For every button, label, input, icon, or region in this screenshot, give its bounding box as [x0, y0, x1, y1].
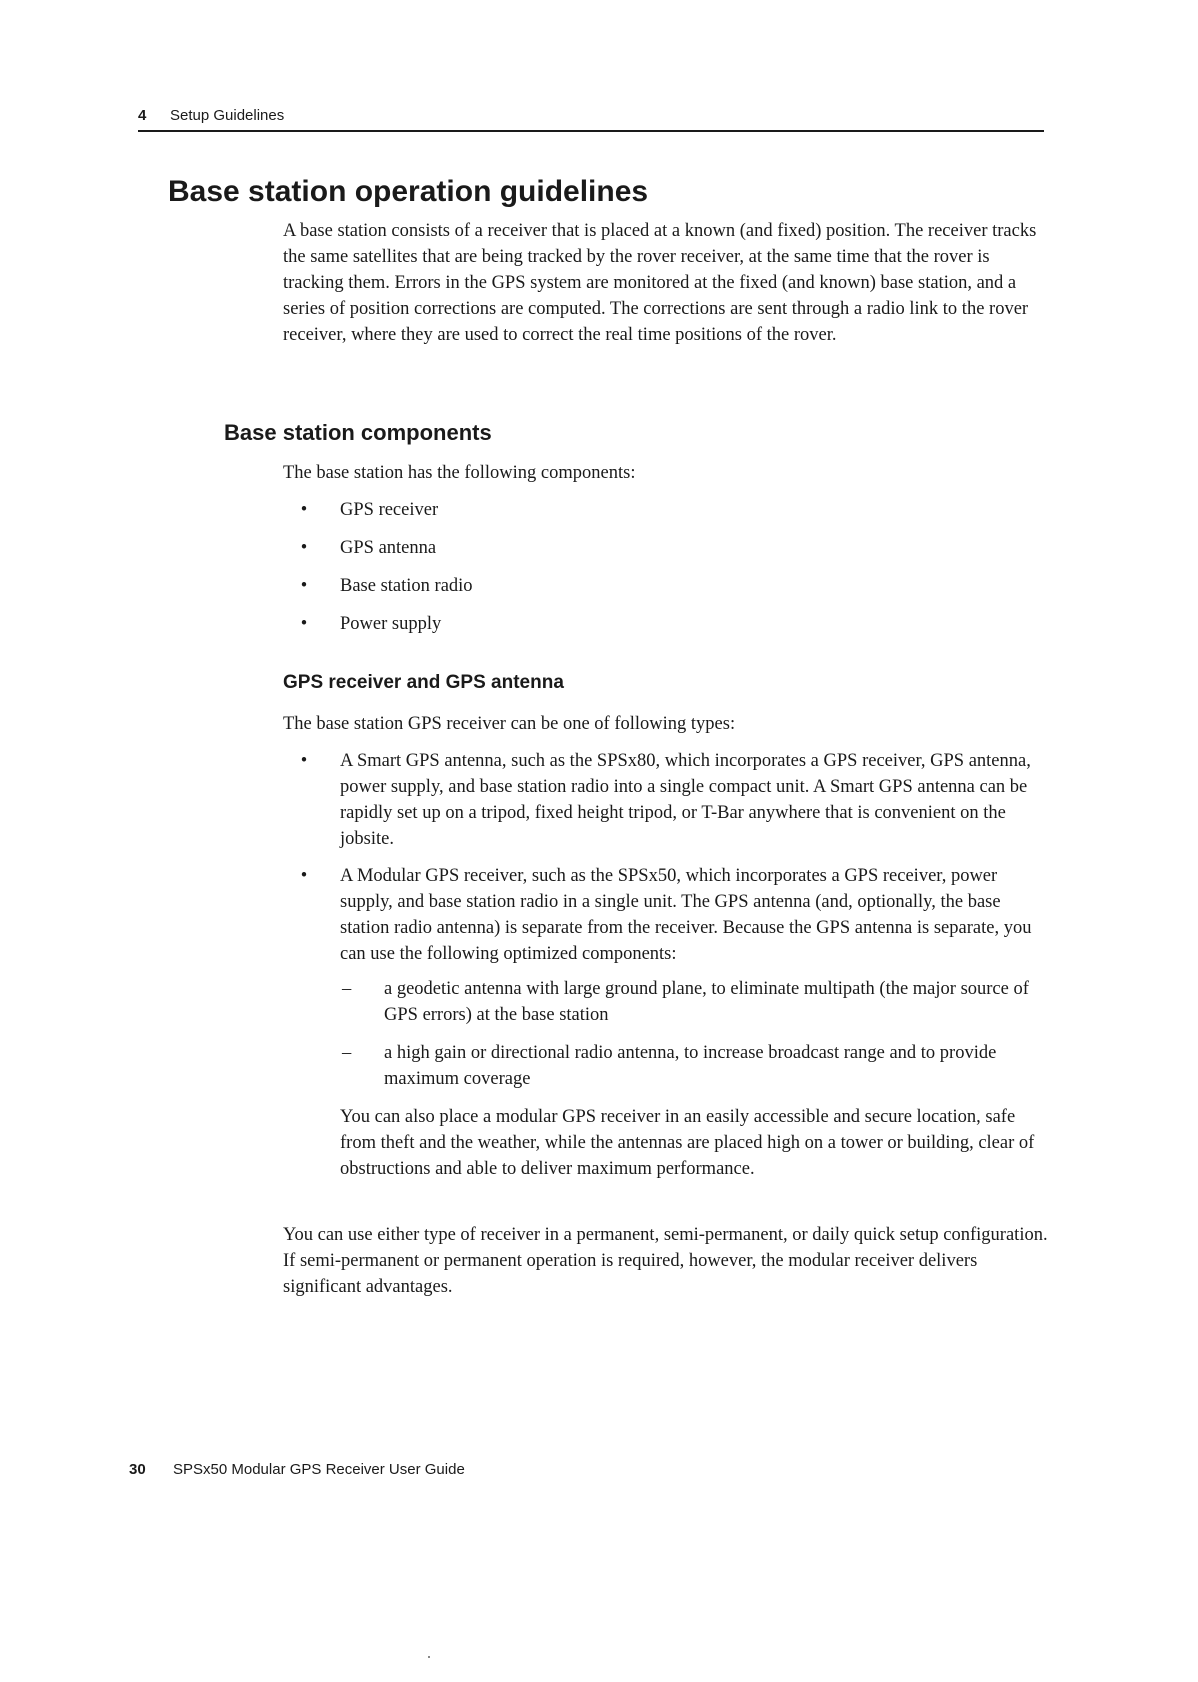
chapter-number: 4 — [138, 107, 147, 124]
running-header — [138, 106, 1044, 132]
closing-paragraph: You can use either type of receiver in a permanent, semi-permanent, or daily quick setup configuration. If semi-permanent or permanent operation is required, however, the modular receiver delivers significant advantages. — [283, 1225, 1048, 1297]
list-item — [283, 535, 1053, 561]
components-heading: Base station components — [224, 420, 492, 445]
bullet-icon: • — [300, 500, 308, 520]
page-number: 30 — [129, 1461, 146, 1478]
list-item-smart-antenna — [283, 748, 1053, 852]
bullet-icon: • — [300, 614, 308, 634]
book-title: SPSx50 Modular GPS Receiver User Guide — [173, 1461, 465, 1478]
component-label: GPS antenna — [340, 538, 437, 558]
bullet-icon: • — [300, 866, 308, 886]
receiver-types-list — [283, 748, 1053, 1193]
dash-icon: – — [342, 979, 352, 999]
chapter-title: Setup Guidelines — [170, 107, 285, 124]
bullet-icon: • — [300, 751, 308, 771]
smart-antenna-text: A Smart GPS antenna, such as the SPSx80, which incorporates a GPS receiver, GPS antenna, power supply, and base station radio into a single compact unit. A Smart GPS antenna can be rapidly set up on a tripod, fixed height tripod, or T-Bar anywhere that is convenient on the jobsite. — [340, 751, 1031, 849]
running-footer — [129, 1460, 465, 1480]
receiver-antenna-heading: GPS receiver and GPS antenna — [283, 672, 564, 693]
section-title: Base station operation guidelines — [168, 175, 649, 208]
intro-paragraph: A base station consists of a receiver that is placed at a known (and fixed) position. The receiver tracks the same satellites that are being tracked by the rover receiver, at the same time that the rover is tracking them. Errors in the GPS system are monitored at the fixed (and known) base station, and a series of position corrections are computed. The corrections are sent through a radio link to the rover receiver, where they are used to correct the real time positions of the rover. — [283, 221, 1037, 345]
bullet-icon: • — [300, 538, 308, 558]
scan-speck — [428, 1656, 430, 1658]
list-item — [283, 573, 1053, 599]
modular-note: You can also place a modular GPS receiver in an easily accessible and secure location, safe from theft and the weather, while the antennas are placed high on a tower or building, clear of obstructions and able to deliver maximum performance. — [340, 1107, 1035, 1179]
list-item — [340, 976, 1053, 1028]
optimized-components-list — [340, 976, 1053, 1092]
bullet-icon: • — [300, 576, 308, 596]
components-list — [283, 497, 1053, 649]
optimized-component-text: a geodetic antenna with large ground plane, to eliminate multipath (the major source of GPS errors) at the base station — [384, 979, 1029, 1025]
optimized-component-text: a high gain or directional radio antenna, to increase broadcast range and to provide maximum coverage — [384, 1043, 997, 1089]
list-item-modular-receiver — [283, 863, 1053, 1182]
component-label: GPS receiver — [340, 500, 439, 520]
types-intro: The base station GPS receiver can be one of following types: — [283, 714, 736, 734]
modular-receiver-text: A Modular GPS receiver, such as the SPSx50, which incorporates a GPS receiver, power supply, and base station radio in a single unit. The GPS antenna (and, optionally, the base station radio antenna) is separate from the receiver. Because the GPS antenna is separate, you can use the following optimized components: — [340, 866, 1032, 964]
components-intro: The base station has the following components: — [283, 463, 636, 483]
component-label: Power supply — [340, 614, 442, 634]
component-label: Base station radio — [340, 576, 473, 596]
list-item — [283, 497, 1053, 523]
list-item — [283, 611, 1053, 637]
list-item — [340, 1040, 1053, 1092]
dash-icon: – — [342, 1043, 352, 1063]
